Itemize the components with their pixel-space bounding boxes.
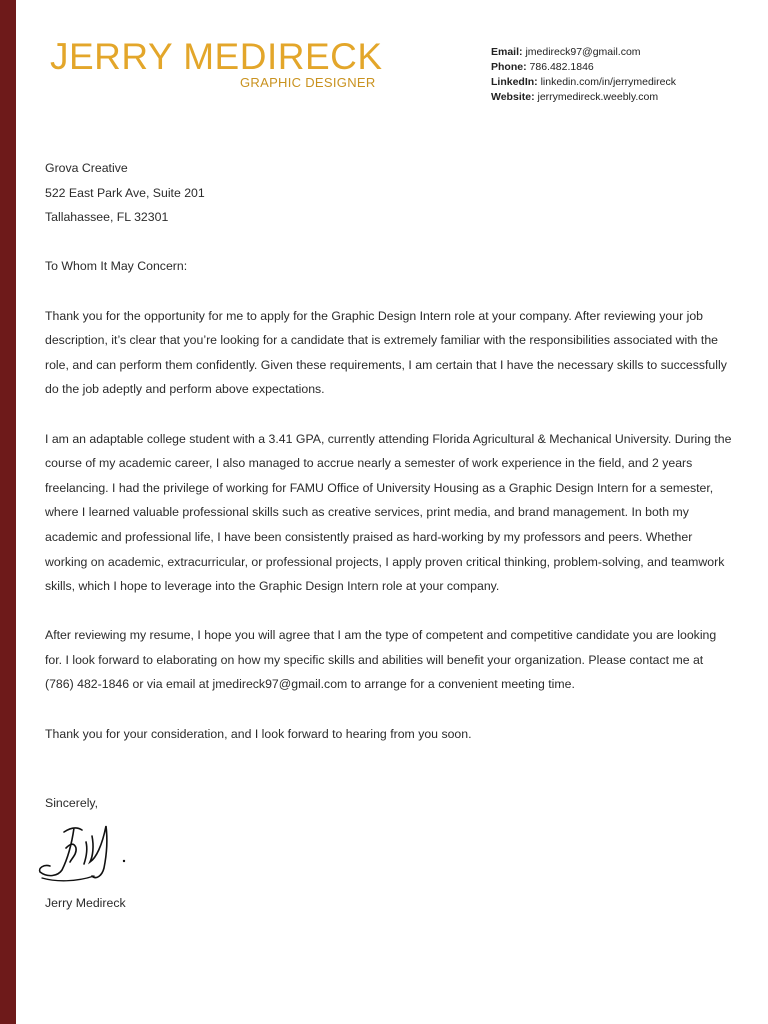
contact-label: Email: <box>491 46 523 58</box>
website-link[interactable]: jerrymedireck.weebly.com <box>537 91 659 103</box>
contact-email <box>491 45 676 60</box>
applicant-name: JERRY MEDIRECK <box>50 36 383 77</box>
paragraph-3: After reviewing my resume, I hope you will agree that I am the type of competent and competitive candidate you are looking for. I look forward to elaborating on how my specific skills and abilities will benefit your organization. Please contact me at (786) 482-1846 or via email at jmedireck97@gmail.com to arrange for a convenient meeting time. <box>45 628 717 692</box>
paragraph-4: Thank you for your consideration, and I look forward to hearing from you soon. <box>45 726 472 741</box>
letter-body <box>45 156 735 746</box>
contact-phone <box>491 60 676 75</box>
paragraph-2: I am an adaptable college student with a 3.41 GPA, currently attending Florida Agricultural & Mechanical University. During the course of my academic career, I also managed to accrue nearly a semester of work experience in the field, and 2 years freelancing. I had the privilege of working for FAMU Office of University Housing as a Graphic Design Intern for a semester, where I learned valuable professional skills such as creative services, print media, and brand management. In both my academic and professional life, I have been consistently praised as hard-working by my professors and peers. Whether working on academic, extracurricular, or professional projects, I apply proven critical thinking, problem-solving, and teamwork skills, which I hope to leverage into the Graphic Design Intern role at your company. <box>45 431 732 594</box>
recipient-company: Grova Creative <box>45 161 128 175</box>
closing: Sincerely, <box>45 796 99 810</box>
contact-label: Website: <box>491 91 535 103</box>
applicant-role: GRAPHIC DESIGNER <box>240 75 376 90</box>
signature-name: Jerry Medireck <box>45 896 126 910</box>
linkedin-link[interactable]: linkedin.com/in/jerrymedireck <box>540 76 676 88</box>
contact-website <box>491 90 676 105</box>
paragraph-1: Thank you for the opportunity for me to apply for the Graphic Design Intern role at your company. After reviewing your job description, it’s clear that you’re looking for a candidate that is extremely familiar with the responsibilities associated with the role, and can perform them confidently. Given these requirements, I am certain that I have the necessary skills to successfully do the job adeptly and perform above expectations. <box>45 308 727 397</box>
contact-label: Phone: <box>491 61 527 73</box>
recipient-street: 522 East Park Ave, Suite 201 <box>45 185 205 200</box>
signature-image <box>36 818 136 890</box>
phone-value: 786.482.1846 <box>529 61 594 73</box>
salutation: To Whom It May Concern: <box>45 259 188 274</box>
side-bar <box>0 0 16 1024</box>
email-link[interactable]: jmedireck97@gmail.com <box>525 46 641 58</box>
contact-label: LinkedIn: <box>491 76 538 88</box>
contact-linkedin <box>491 75 676 90</box>
contact-block <box>491 45 676 105</box>
recipient-city: Tallahassee, FL 32301 <box>45 210 169 225</box>
